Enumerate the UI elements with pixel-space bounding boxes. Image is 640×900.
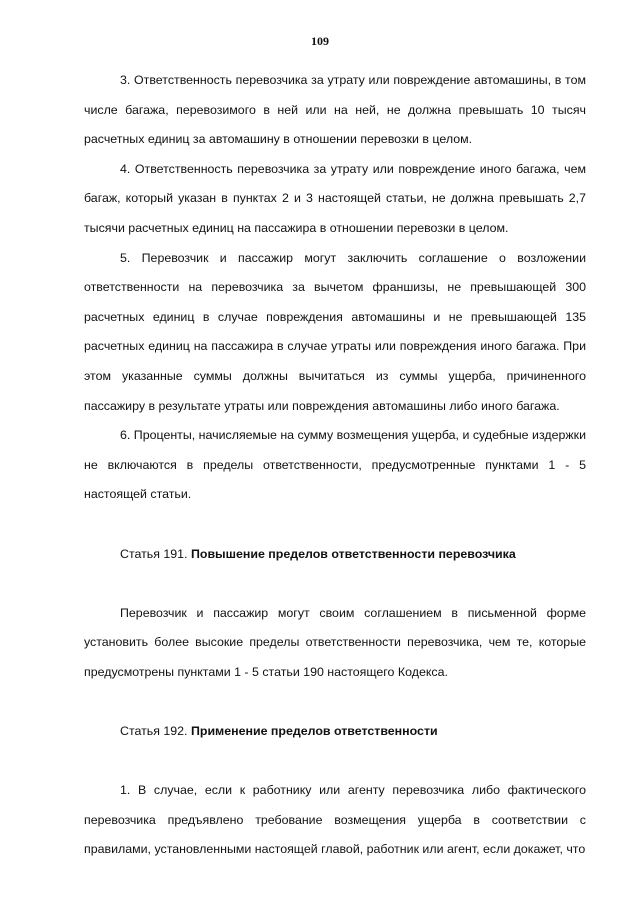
- article-192-label: Статья 192.: [120, 724, 188, 739]
- article-191-paragraph: Перевозчик и пассажир могут своим соглашением в письменной форме установить более высокие пределы ответственности перевозчика, чем те, которые предусмотрены пунктами 1 - 5 статьи 190 настоящего Кодекса.: [84, 605, 586, 679]
- paragraph-item-6: 6. Проценты, начисляемые на сумму возмещения ущерба, и судебные издержки не включаются в пределы ответственности, предусмотренные пунктами 1 - 5 настоящей статьи.: [84, 428, 586, 502]
- spacer: [84, 510, 586, 540]
- article-192-heading: [84, 717, 586, 747]
- spacer: [84, 569, 586, 599]
- spacer: [84, 747, 586, 777]
- article-192-paragraph: 1. В случае, если к работнику или агенту перевозчика либо фактического перевозчика предъявлено требование возмещения ущерба в соответствии с правилами, установленными настоящей главой, работник или агент, если докажет, что: [84, 783, 586, 857]
- article-192-title: Применение пределов ответственности: [190, 724, 438, 739]
- document-body: [84, 66, 586, 865]
- paragraph-item-3: 3. Ответственность перевозчика за утрату или повреждение автомашины, в том числе багажа, перевозимого в ней или на ней, не должна превышать 10 тысяч расчетных единиц за автомашину в отношении перевозки в целом.: [84, 73, 586, 147]
- article-191-title: Повышение пределов ответственности перевозчика: [190, 546, 516, 561]
- article-191-heading: [84, 540, 586, 570]
- paragraph-item-5: 5. Перевозчик и пассажир могут заключить соглашение о возложении ответственности на перевозчика за вычетом франшизы, не превышающей 300 расчетных единиц в случае повреждения автомашины и не превышающей 135 расчетных единиц на пассажира в случае утраты или повреждения иного багажа. При этом указанные суммы должны вычитаться из суммы ущерба, причиненного пассажиру в результате утраты или повреждения автомашины либо иного багажа.: [84, 250, 586, 413]
- paragraph-item-4: 4. Ответственность перевозчика за утрату или повреждение иного багажа, чем багаж, который указан в пунктах 2 и 3 настоящей статьи, не должна превышать 2,7 тысячи расчетных единиц на пассажира в отношении перевозки в целом.: [84, 161, 586, 235]
- spacer: [84, 687, 586, 717]
- article-191-label: Статья 191.: [120, 546, 188, 561]
- page-number: 109: [311, 34, 329, 48]
